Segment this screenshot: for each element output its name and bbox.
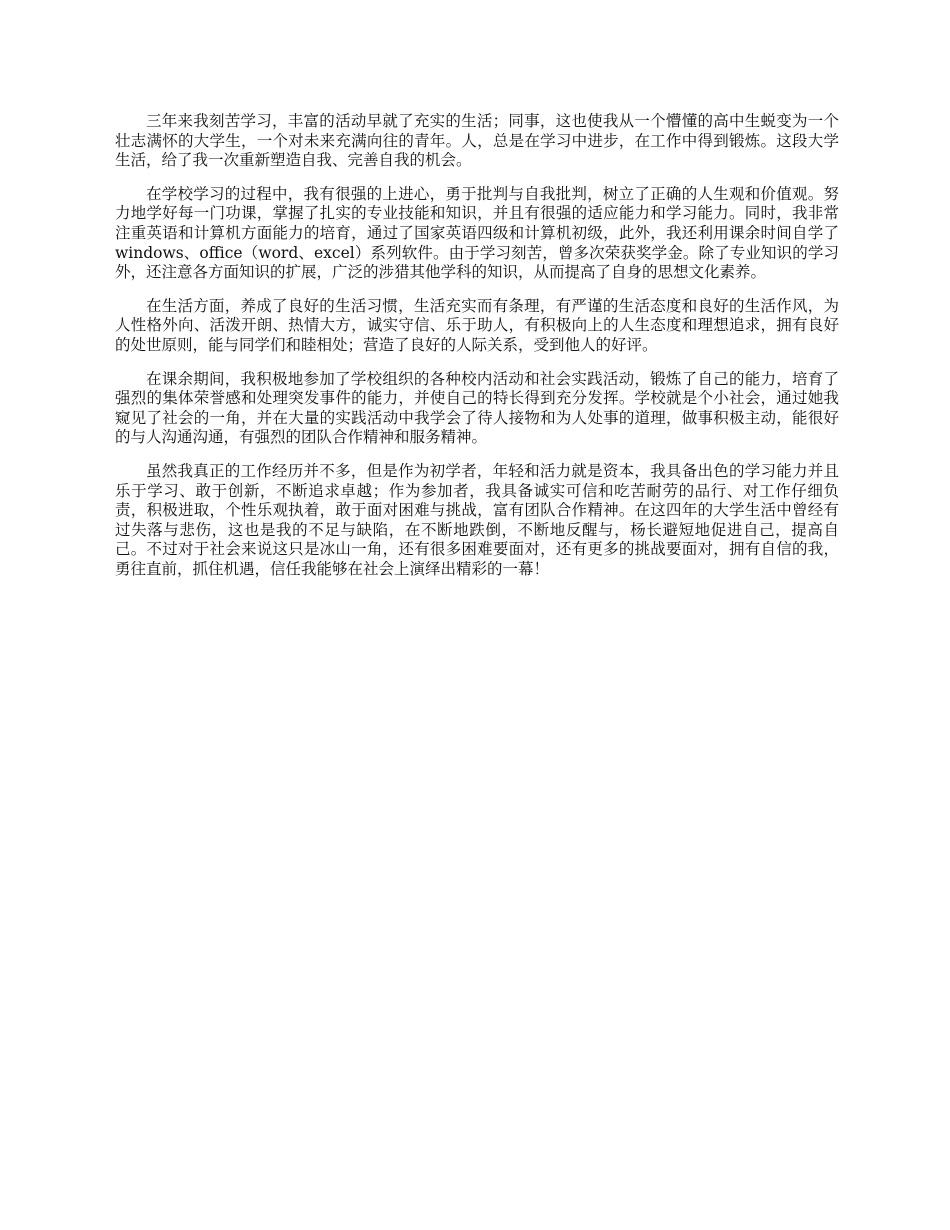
paragraph-2: 在学校学习的过程中，我有很强的上进心，勇于批判与自我批判，树立了正确的人生观和价值观。努力地学好每一门功课，掌握了扎实的专业技能和知识，并且有很强的适应能力和学习能力。同时，我非常注重英语和计算机方面能力的培育，通过了国家英语四级和计算机初级，此外，我还利用课余时间自学了windows、office（word、excel）系列软件。由于学习刻苦，曾多次荣获奖学金。除了专业知识的学习外，还注意各方面知识的扩展，广泛的涉猎其他学科的知识，从而提高了自身的思想文化素养。 bbox=[115, 184, 839, 282]
paragraph-4: 在课余期间，我积极地参加了学校组织的各种校内活动和社会实践活动，锻炼了自己的能力，培育了强烈的集体荣誉感和处理突发事件的能力，并使自己的特长得到充分发挥。学校就是个小社会，通过她我窥见了社会的一角，并在大量的实践活动中我学会了待人接物和为人处事的道理，做事积极主动，能很好的与人沟通沟通，有强烈的团队合作精神和服务精神。 bbox=[115, 369, 839, 447]
paragraph-1: 三年来我刻苦学习，丰富的活动早就了充实的生活；同事，这也使我从一个懵懂的高中生蜕变为一个壮志满怀的大学生，一个对未来充满向往的青年。人，总是在学习中进步，在工作中得到锻炼。这段大学生活，给了我一次重新塑造自我、完善自我的机会。 bbox=[115, 112, 839, 170]
paragraph-5: 虽然我真正的工作经历并不多，但是作为初学者，年轻和活力就是资本，我具备出色的学习能力并且乐于学习、敢于创新，不断追求卓越；作为参加者，我具备诚实可信和吃苦耐劳的品行、对工作仔细负责，积极进取，个性乐观执着，敢于面对困难与挑战，富有团队合作精神。在这四年的大学生活中曾经有过失落与悲伤，这也是我的不足与缺陷，在不断地跌倒，不断地反醒与，杨长避短地促进自己，提高自己。不过对于社会来说这只是冰山一角，还有很多困难要面对，还有更多的挑战要面对，拥有自信的我，勇往直前，抓住机遇，信任我能够在社会上演绎出精彩的一幕！ bbox=[115, 461, 839, 578]
paragraph-3: 在生活方面，养成了良好的生活习惯，生活充实而有条理，有严谨的生活态度和良好的生活作风，为人性格外向、活泼开朗、热情大方，诚实守信、乐于助人，有积极向上的人生态度和理想追求，拥有良好的处世原则，能与同学们和睦相处；营造了良好的人际关系，受到他人的好评。 bbox=[115, 296, 839, 354]
document-body bbox=[115, 112, 839, 593]
